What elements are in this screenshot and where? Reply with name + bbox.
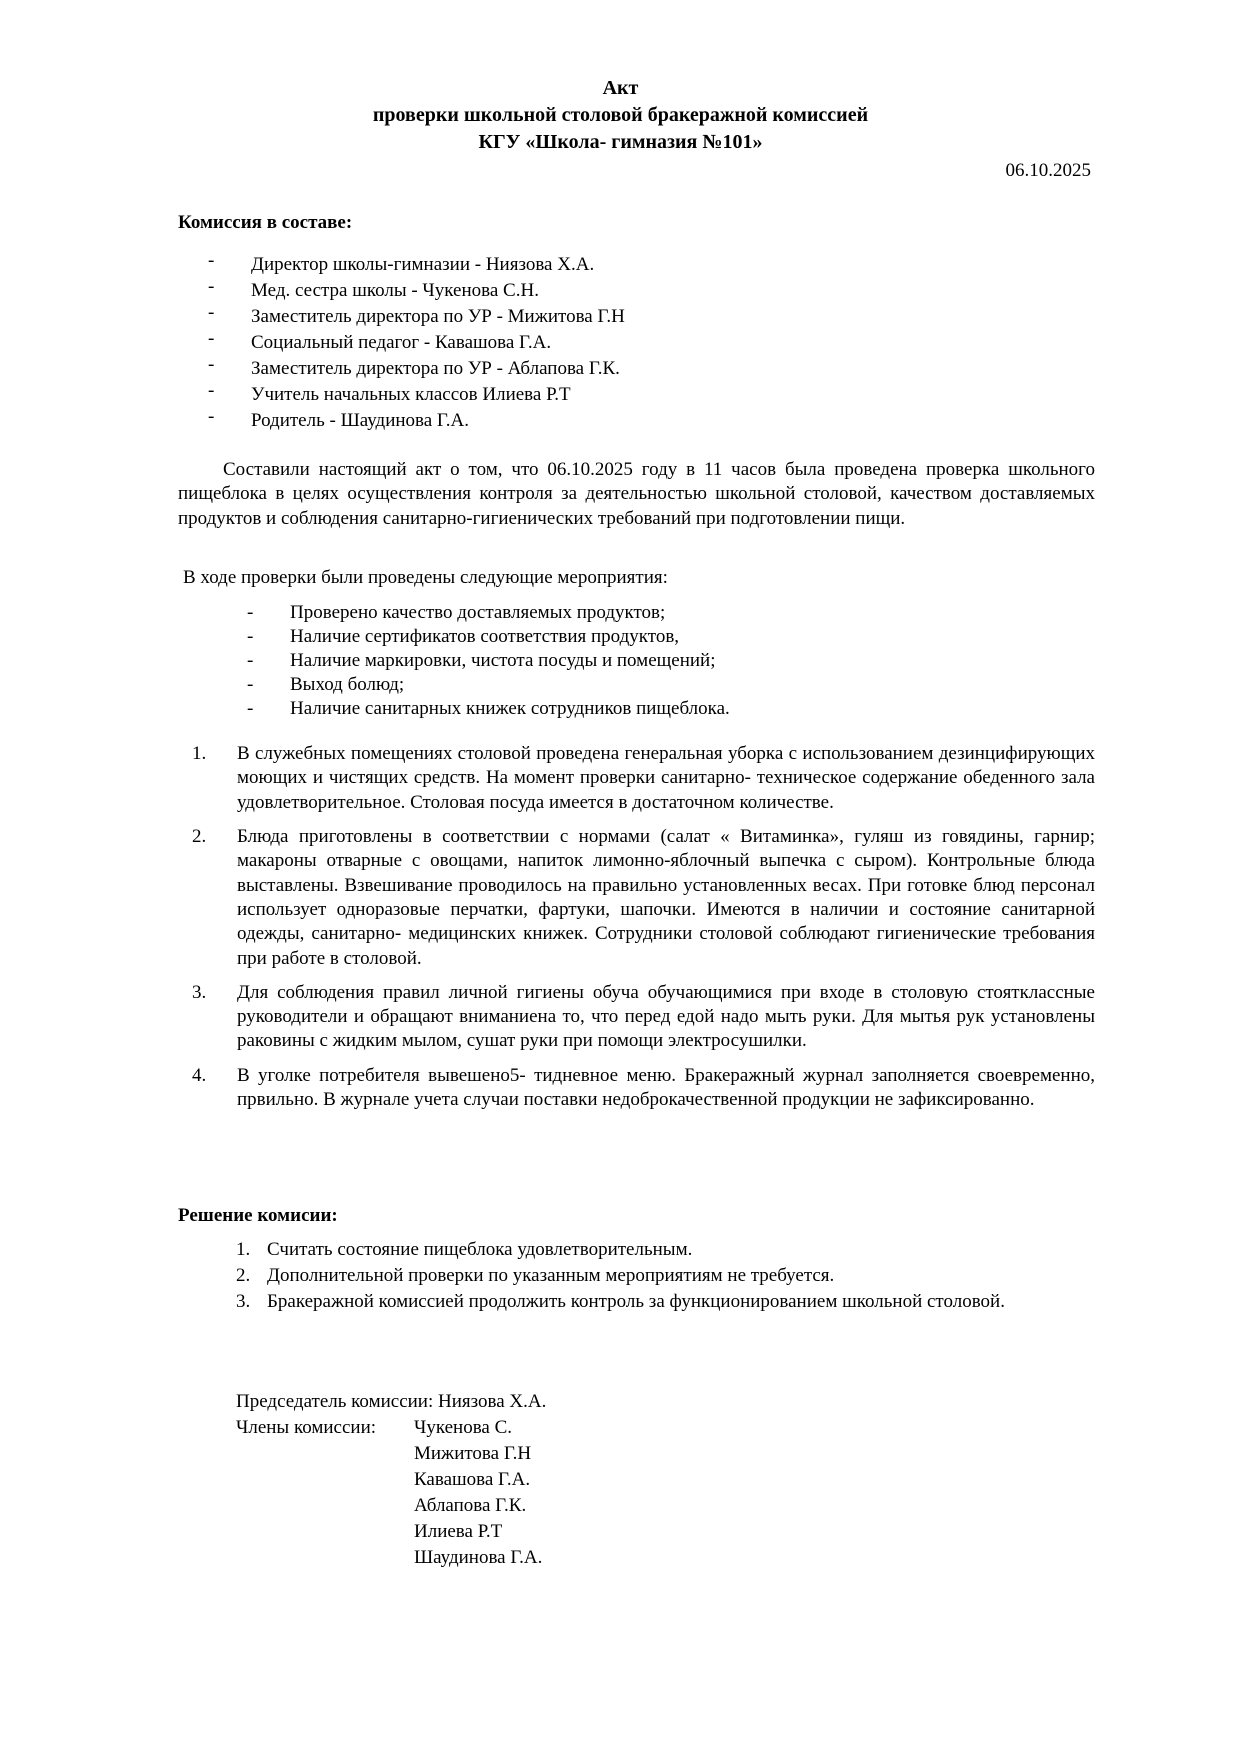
commission-list bbox=[208, 250, 625, 435]
decision-item: 2. Дополнительной проверки по указанным мероприятиям не требуется. bbox=[236, 1265, 835, 1286]
finding-item: 3. Для соблюдения правил личной гигиены обуча обучающимися при входе в столовую стоятклассные руководители и обращают вниманиена то, что перед едой надо мыть руки. Для мытья рук установлены раковины с жидким мылом, сушат руки при помощи электросушилки. bbox=[192, 981, 1095, 1052]
signature-member: Мижитова Г.Н bbox=[414, 1443, 532, 1464]
activity-item: - Проверено качество доставляемых продуктов; bbox=[247, 602, 666, 623]
commission-member: - Заместитель директора по УР - Мижитова Г.Н bbox=[208, 302, 625, 327]
commission-heading: Комиссия в составе: bbox=[178, 212, 353, 233]
commission-member: - Директор школы-гимназии - Ниязова Х.А. bbox=[208, 250, 595, 275]
decision-item: 1. Считать состояние пищеблока удовлетворительным. bbox=[236, 1239, 693, 1260]
activity-item: - Наличие санитарных книжек сотрудников пищеблока. bbox=[247, 698, 730, 719]
decision-heading: Решение комисии: bbox=[178, 1205, 338, 1226]
finding-item: 4. В уголке потребителя вывешено5- тидневное меню. Бракеражный журнал заполняется своевременно, првильно. В журнале учета случаи поставки недоброкачественной продукции не зафиксированно. bbox=[192, 1064, 1095, 1111]
findings-list bbox=[178, 742, 1095, 1122]
signature-member: Илиева Р.Т bbox=[414, 1521, 503, 1542]
chair-signature: Председатель комиссии: Ниязова Х.А. bbox=[236, 1391, 547, 1412]
doc-subtitle: проверки школьной столовой бракеражной комиссией bbox=[372, 104, 869, 126]
decision-item: 3. Бракеражной комиссией продолжить контроль за функционированием школьной столовой. bbox=[236, 1291, 1005, 1312]
commission-member: - Мед. сестра школы - Чукенова С.Н. bbox=[208, 276, 539, 301]
commission-member: - Заместитель директора по УР - Аблапова Г.К. bbox=[208, 354, 620, 379]
finding-item: 2. Блюда приготовлены в соответствии с нормами (салат « Витаминка», гуляш из говядины, гарнир; макароны отварные с овощами, напиток лимонно-яблочный выпечка с сыром). Контрольные блюда выставлены. Взвешивание проводилось на правильно установленных весах. При готовке блюд персонал использует одноразовые перчатки, фартуки, шапочки. Имеются в наличии и состояние санитарной одежды, санитарно- медицинских книжек. Сотрудники столовой соблюдают гигиенические требования при работе в столовой. bbox=[192, 825, 1095, 969]
members-label: Члены комиссии: bbox=[236, 1417, 377, 1438]
activity-item: - Выход болюд; bbox=[247, 674, 405, 695]
doc-title: Акт bbox=[602, 77, 639, 99]
activities-list bbox=[247, 601, 730, 721]
activity-item: - Наличие маркировки, чистота посуды и помещений; bbox=[247, 650, 716, 671]
signature-member: Чукенова С. bbox=[414, 1417, 513, 1438]
signature-members bbox=[414, 1416, 542, 1572]
finding-item: 1. В служебных помещениях столовой проведена генеральная уборка с использованием дезинцифирующих моющих и чистящих средств. На момент проверки санитарно- техническое содержание обеденного зала удовлетворительное. Столовая посуда имеется в достаточном количестве. bbox=[192, 743, 1095, 813]
activities-intro: В ходе проверки были проведены следующие мероприятия: bbox=[183, 567, 668, 588]
decision-list bbox=[232, 1238, 1005, 1316]
signature-member: Шаудинова Г.А. bbox=[414, 1547, 543, 1568]
signature-member: Аблапова Г.К. bbox=[414, 1495, 527, 1516]
commission-member: - Родитель - Шаудинова Г.А. bbox=[208, 406, 469, 431]
signature-member: Кавашова Г.А. bbox=[414, 1469, 531, 1490]
activity-item: - Наличие сертификатов соответствия продуктов, bbox=[247, 626, 680, 647]
act-paragraph: Составили настоящий акт о том, что 06.10.2025 году в 11 часов была проведена проверка школьного пищеблока в целях осуществления контроля за деятельностью школьной столовой, качеством доставляемых продуктов и соблюдения санитарно-гигиенических требований при подготовлении пищи. bbox=[178, 459, 1095, 529]
commission-member: - Учитель начальных классов Илиева Р.Т bbox=[208, 380, 571, 405]
school-name: КГУ «Школа- гимназия №101» bbox=[478, 131, 763, 153]
doc-date: 06.10.2025 bbox=[1005, 160, 1091, 181]
commission-member: - Социальный педагог - Кавашова Г.А. bbox=[208, 328, 552, 353]
